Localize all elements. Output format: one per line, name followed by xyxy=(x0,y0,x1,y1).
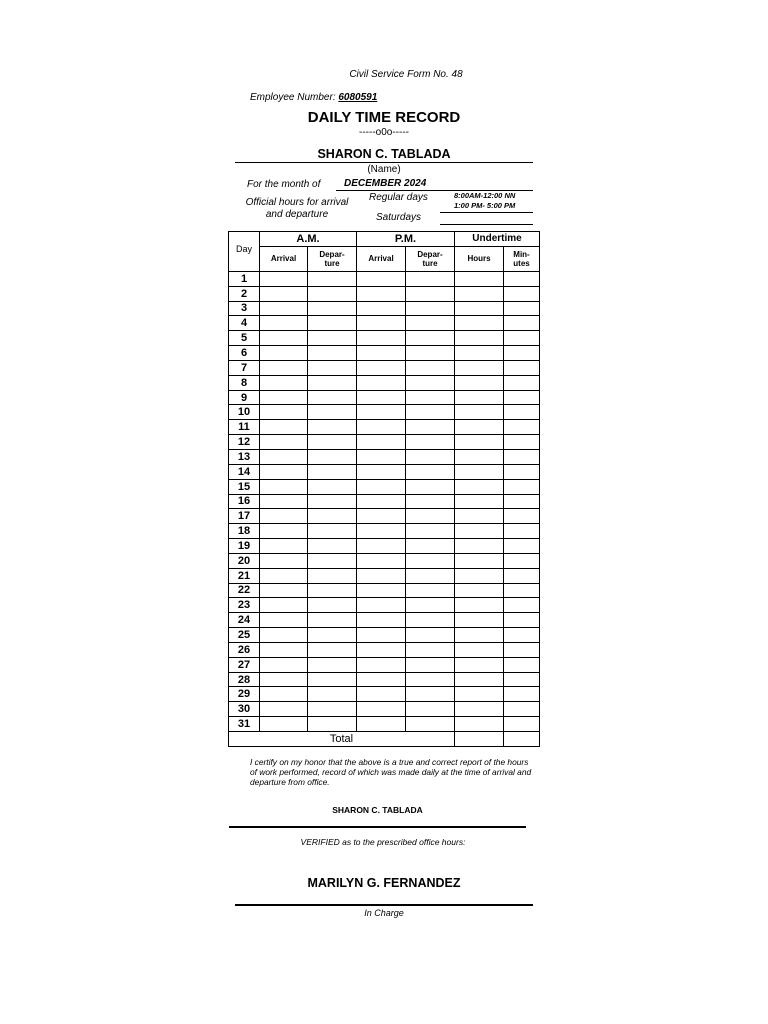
day-number: 30 xyxy=(229,702,260,717)
pm-departure-cell[interactable] xyxy=(406,524,455,539)
am-arrival-cell[interactable] xyxy=(260,553,308,568)
pm-departure-cell[interactable] xyxy=(406,420,455,435)
day-number: 1 xyxy=(229,271,260,286)
undertime-hours-cell[interactable] xyxy=(455,464,504,479)
am-departure-cell[interactable] xyxy=(308,642,357,657)
am-arrival-cell[interactable] xyxy=(260,568,308,583)
undertime-hours-cell[interactable] xyxy=(455,479,504,494)
am-arrival-cell[interactable] xyxy=(260,479,308,494)
am-departure-cell[interactable] xyxy=(308,687,357,702)
day-number: 13 xyxy=(229,449,260,464)
undertime-minutes-cell[interactable] xyxy=(504,375,540,390)
pm-arrival-cell[interactable] xyxy=(357,524,406,539)
pm-arrival-header: Arrival xyxy=(357,246,406,271)
pm-arrival-cell[interactable] xyxy=(357,479,406,494)
pm-departure-cell[interactable] xyxy=(406,509,455,524)
table-row xyxy=(229,316,540,331)
employee-name: SHARON C. TABLADA xyxy=(235,147,533,163)
am-departure-cell[interactable] xyxy=(308,672,357,687)
am-arrival-cell[interactable] xyxy=(260,657,308,672)
am-arrival-cell[interactable] xyxy=(260,539,308,554)
pm-departure-cell[interactable] xyxy=(406,375,455,390)
undertime-hours-cell[interactable] xyxy=(455,316,504,331)
undertime-minutes-cell[interactable] xyxy=(504,316,540,331)
am-arrival-cell[interactable] xyxy=(260,464,308,479)
am-arrival-cell[interactable] xyxy=(260,331,308,346)
am-arrival-cell[interactable] xyxy=(260,375,308,390)
certification-text: I certify on my honor that the above is a true and correct report of the hours of work performed, record of which was made daily at the time of arrival and departure from office. xyxy=(250,757,532,787)
day-number: 7 xyxy=(229,360,260,375)
day-number: 29 xyxy=(229,687,260,702)
in-charge-name: MARILYN G. FERNANDEZ xyxy=(307,876,461,890)
pm-arrival-cell[interactable] xyxy=(357,583,406,598)
pm-departure-cell[interactable] xyxy=(406,449,455,464)
undertime-hours-cell[interactable] xyxy=(455,702,504,717)
undertime-minutes-cell[interactable] xyxy=(504,360,540,375)
table-row xyxy=(229,672,540,687)
pm-departure-cell[interactable] xyxy=(406,464,455,479)
pm-departure-cell[interactable] xyxy=(406,717,455,732)
pm-departure-cell[interactable] xyxy=(406,286,455,301)
regular-hours-pm: 1:00 PM- 5:00 PM xyxy=(454,201,516,210)
table-row xyxy=(229,405,540,420)
day-number: 19 xyxy=(229,539,260,554)
undertime-hours-cell[interactable] xyxy=(455,598,504,613)
pm-departure-cell[interactable] xyxy=(406,301,455,316)
undertime-minutes-cell[interactable] xyxy=(504,286,540,301)
day-number: 20 xyxy=(229,553,260,568)
in-charge-label: In Charge xyxy=(364,908,404,918)
am-arrival-cell[interactable] xyxy=(260,286,308,301)
am-header: A.M. xyxy=(260,232,357,247)
page-title: DAILY TIME RECORD xyxy=(307,109,461,126)
pm-departure-cell[interactable] xyxy=(406,583,455,598)
verified-text: VERIFIED as to the prescribed office hours: xyxy=(300,837,466,847)
am-departure-cell[interactable] xyxy=(308,717,357,732)
am-departure-cell[interactable] xyxy=(308,657,357,672)
undertime-minutes-cell[interactable] xyxy=(504,420,540,435)
table-row xyxy=(229,628,540,643)
undertime-hours-cell[interactable] xyxy=(455,435,504,450)
am-arrival-cell[interactable] xyxy=(260,360,308,375)
am-departure-cell[interactable] xyxy=(308,494,357,509)
am-departure-cell[interactable] xyxy=(308,420,357,435)
pm-arrival-cell[interactable] xyxy=(357,375,406,390)
pm-departure-cell[interactable] xyxy=(406,642,455,657)
day-number: 8 xyxy=(229,375,260,390)
pm-departure-cell[interactable] xyxy=(406,613,455,628)
am-arrival-cell[interactable] xyxy=(260,509,308,524)
day-number: 24 xyxy=(229,613,260,628)
undertime-hours-cell[interactable] xyxy=(455,346,504,361)
undertime-minutes-cell[interactable] xyxy=(504,449,540,464)
name-caption: (Name) xyxy=(367,164,401,175)
pm-departure-cell[interactable] xyxy=(406,553,455,568)
am-arrival-cell[interactable] xyxy=(260,628,308,643)
undertime-minutes-cell[interactable] xyxy=(504,717,540,732)
day-number: 27 xyxy=(229,657,260,672)
undertime-minutes-cell[interactable] xyxy=(504,494,540,509)
undertime-minutes-cell[interactable] xyxy=(504,568,540,583)
pm-arrival-cell[interactable] xyxy=(357,420,406,435)
undertime-hours-header: Hours xyxy=(455,246,504,271)
pm-arrival-cell[interactable] xyxy=(357,346,406,361)
undertime-hours-cell[interactable] xyxy=(455,375,504,390)
am-arrival-cell[interactable] xyxy=(260,435,308,450)
table-row xyxy=(229,301,540,316)
day-number: 22 xyxy=(229,583,260,598)
pm-arrival-cell[interactable] xyxy=(357,702,406,717)
day-number: 3 xyxy=(229,301,260,316)
undertime-hours-cell[interactable] xyxy=(455,672,504,687)
pm-departure-cell[interactable] xyxy=(406,672,455,687)
table-row xyxy=(229,657,540,672)
employee-number-row xyxy=(250,92,377,103)
form-number: Civil Service Form No. 48 xyxy=(349,69,463,80)
am-departure-cell[interactable] xyxy=(308,479,357,494)
day-number: 9 xyxy=(229,390,260,405)
am-arrival-cell[interactable] xyxy=(260,420,308,435)
day-number: 21 xyxy=(229,568,260,583)
regular-days-label: Regular days xyxy=(369,192,428,203)
regular-hours-value xyxy=(440,191,533,213)
day-number: 23 xyxy=(229,598,260,613)
month-value: DECEMBER 2024 xyxy=(336,178,533,191)
undertime-minutes-cell[interactable] xyxy=(504,271,540,286)
pm-departure-header: Depar- ture xyxy=(406,246,455,271)
am-arrival-cell[interactable] xyxy=(260,524,308,539)
total-undertime-minutes[interactable] xyxy=(504,732,540,747)
am-departure-cell[interactable] xyxy=(308,509,357,524)
table-row xyxy=(229,568,540,583)
day-number: 31 xyxy=(229,717,260,732)
am-departure-cell[interactable] xyxy=(308,271,357,286)
undertime-minutes-cell[interactable] xyxy=(504,405,540,420)
employee-signature-name: SHARON C. TABLADA xyxy=(332,805,423,815)
undertime-minutes-cell[interactable] xyxy=(504,346,540,361)
undertime-hours-cell[interactable] xyxy=(455,449,504,464)
day-number: 2 xyxy=(229,286,260,301)
table-row xyxy=(229,360,540,375)
pm-arrival-cell[interactable] xyxy=(357,435,406,450)
am-departure-cell[interactable] xyxy=(308,628,357,643)
table-row xyxy=(229,420,540,435)
undertime-hours-cell[interactable] xyxy=(455,271,504,286)
pm-arrival-cell[interactable] xyxy=(357,657,406,672)
undertime-hours-cell[interactable] xyxy=(455,553,504,568)
am-departure-cell[interactable] xyxy=(308,702,357,717)
pm-departure-cell[interactable] xyxy=(406,405,455,420)
table-row xyxy=(229,642,540,657)
undertime-minutes-cell[interactable] xyxy=(504,524,540,539)
undertime-minutes-cell[interactable] xyxy=(504,464,540,479)
saturdays-label: Saturdays xyxy=(376,212,422,223)
undertime-minutes-cell[interactable] xyxy=(504,390,540,405)
table-row xyxy=(229,553,540,568)
day-number: 5 xyxy=(229,331,260,346)
am-departure-cell[interactable] xyxy=(308,316,357,331)
undertime-minutes-cell[interactable] xyxy=(504,301,540,316)
am-departure-cell[interactable] xyxy=(308,301,357,316)
saturdays-line xyxy=(440,224,533,225)
undertime-minutes-cell[interactable] xyxy=(504,687,540,702)
total-label: Total xyxy=(229,732,455,747)
pm-arrival-cell[interactable] xyxy=(357,449,406,464)
pm-arrival-cell[interactable] xyxy=(357,613,406,628)
pm-arrival-cell[interactable] xyxy=(357,494,406,509)
undertime-minutes-cell[interactable] xyxy=(504,539,540,554)
table-row xyxy=(229,524,540,539)
day-number: 10 xyxy=(229,405,260,420)
undertime-hours-cell[interactable] xyxy=(455,613,504,628)
day-number: 4 xyxy=(229,316,260,331)
pm-arrival-cell[interactable] xyxy=(357,331,406,346)
undertime-hours-cell[interactable] xyxy=(455,657,504,672)
am-arrival-cell[interactable] xyxy=(260,598,308,613)
am-departure-cell[interactable] xyxy=(308,464,357,479)
table-row xyxy=(229,598,540,613)
official-hours-label: Official hours for arrival and departure xyxy=(245,197,349,220)
undertime-hours-cell[interactable] xyxy=(455,301,504,316)
undertime-hours-cell[interactable] xyxy=(455,509,504,524)
am-arrival-cell[interactable] xyxy=(260,494,308,509)
undertime-minutes-cell[interactable] xyxy=(504,509,540,524)
am-departure-cell[interactable] xyxy=(308,331,357,346)
table-row xyxy=(229,449,540,464)
day-number: 15 xyxy=(229,479,260,494)
undertime-minutes-cell[interactable] xyxy=(504,435,540,450)
table-row xyxy=(229,464,540,479)
pm-departure-cell[interactable] xyxy=(406,598,455,613)
undertime-hours-cell[interactable] xyxy=(455,405,504,420)
table-row xyxy=(229,583,540,598)
table-row xyxy=(229,539,540,554)
pm-departure-cell[interactable] xyxy=(406,494,455,509)
pm-header: P.M. xyxy=(357,232,455,247)
undertime-hours-cell[interactable] xyxy=(455,360,504,375)
pm-arrival-cell[interactable] xyxy=(357,464,406,479)
am-departure-cell[interactable] xyxy=(308,405,357,420)
undertime-minutes-cell[interactable] xyxy=(504,672,540,687)
undertime-hours-cell[interactable] xyxy=(455,642,504,657)
undertime-minutes-cell[interactable] xyxy=(504,598,540,613)
am-departure-cell[interactable] xyxy=(308,539,357,554)
pm-departure-cell[interactable] xyxy=(406,628,455,643)
table-row xyxy=(229,375,540,390)
undertime-hours-cell[interactable] xyxy=(455,286,504,301)
pm-departure-cell[interactable] xyxy=(406,271,455,286)
in-charge-signature-line xyxy=(235,904,533,906)
pm-arrival-cell[interactable] xyxy=(357,717,406,732)
am-arrival-cell[interactable] xyxy=(260,717,308,732)
table-row xyxy=(229,702,540,717)
pm-departure-cell[interactable] xyxy=(406,360,455,375)
undertime-minutes-cell[interactable] xyxy=(504,702,540,717)
employee-signature-line xyxy=(229,826,526,828)
am-arrival-header: Arrival xyxy=(260,246,308,271)
pm-arrival-cell[interactable] xyxy=(357,539,406,554)
employee-number-label: Employee Number: xyxy=(250,92,336,103)
table-row xyxy=(229,479,540,494)
am-arrival-cell[interactable] xyxy=(260,271,308,286)
table-row xyxy=(229,687,540,702)
am-departure-header: Depar- ture xyxy=(308,246,357,271)
pm-arrival-cell[interactable] xyxy=(357,271,406,286)
pm-departure-cell[interactable] xyxy=(406,331,455,346)
pm-arrival-cell[interactable] xyxy=(357,568,406,583)
undertime-minutes-cell[interactable] xyxy=(504,628,540,643)
day-number: 11 xyxy=(229,420,260,435)
table-row xyxy=(229,346,540,361)
table-row xyxy=(229,613,540,628)
day-number: 18 xyxy=(229,524,260,539)
undertime-hours-cell[interactable] xyxy=(455,568,504,583)
day-number: 25 xyxy=(229,628,260,643)
month-label: For the month of xyxy=(247,179,321,190)
pm-arrival-cell[interactable] xyxy=(357,687,406,702)
table-row xyxy=(229,509,540,524)
am-departure-cell[interactable] xyxy=(308,390,357,405)
table-row xyxy=(229,494,540,509)
undertime-hours-cell[interactable] xyxy=(455,390,504,405)
undertime-hours-cell[interactable] xyxy=(455,717,504,732)
pm-departure-cell[interactable] xyxy=(406,702,455,717)
pm-arrival-cell[interactable] xyxy=(357,509,406,524)
am-departure-cell[interactable] xyxy=(308,613,357,628)
undertime-hours-cell[interactable] xyxy=(455,628,504,643)
undertime-minutes-cell[interactable] xyxy=(504,642,540,657)
undertime-hours-cell[interactable] xyxy=(455,420,504,435)
am-departure-cell[interactable] xyxy=(308,435,357,450)
undertime-minutes-cell[interactable] xyxy=(504,613,540,628)
pm-departure-cell[interactable] xyxy=(406,346,455,361)
day-number: 17 xyxy=(229,509,260,524)
am-departure-cell[interactable] xyxy=(308,449,357,464)
undertime-hours-cell[interactable] xyxy=(455,494,504,509)
am-departure-cell[interactable] xyxy=(308,553,357,568)
day-number: 26 xyxy=(229,642,260,657)
pm-arrival-cell[interactable] xyxy=(357,553,406,568)
day-number: 14 xyxy=(229,464,260,479)
pm-departure-cell[interactable] xyxy=(406,390,455,405)
am-arrival-cell[interactable] xyxy=(260,449,308,464)
am-arrival-cell[interactable] xyxy=(260,346,308,361)
am-departure-cell[interactable] xyxy=(308,583,357,598)
undertime-minutes-cell[interactable] xyxy=(504,657,540,672)
undertime-minutes-cell[interactable] xyxy=(504,553,540,568)
table-row xyxy=(229,717,540,732)
am-arrival-cell[interactable] xyxy=(260,687,308,702)
am-arrival-cell[interactable] xyxy=(260,642,308,657)
am-departure-cell[interactable] xyxy=(308,598,357,613)
pm-arrival-cell[interactable] xyxy=(357,642,406,657)
day-number: 12 xyxy=(229,435,260,450)
undertime-minutes-cell[interactable] xyxy=(504,583,540,598)
title-ornament: -----o0o----- xyxy=(359,127,409,138)
am-arrival-cell[interactable] xyxy=(260,390,308,405)
pm-arrival-cell[interactable] xyxy=(357,316,406,331)
pm-departure-cell[interactable] xyxy=(406,479,455,494)
undertime-minutes-header: Min- utes xyxy=(504,246,540,271)
am-arrival-cell[interactable] xyxy=(260,405,308,420)
am-departure-cell[interactable] xyxy=(308,346,357,361)
undertime-header: Undertime xyxy=(455,232,540,247)
am-arrival-cell[interactable] xyxy=(260,672,308,687)
table-row xyxy=(229,390,540,405)
am-departure-cell[interactable] xyxy=(308,360,357,375)
table-row xyxy=(229,435,540,450)
pm-arrival-cell[interactable] xyxy=(357,598,406,613)
total-row xyxy=(229,732,540,747)
table-row xyxy=(229,286,540,301)
day-number: 28 xyxy=(229,672,260,687)
am-arrival-cell[interactable] xyxy=(260,583,308,598)
regular-hours-am: 8:00AM-12:00 NN xyxy=(454,191,516,200)
day-number: 6 xyxy=(229,346,260,361)
pm-arrival-cell[interactable] xyxy=(357,301,406,316)
pm-departure-cell[interactable] xyxy=(406,435,455,450)
am-departure-cell[interactable] xyxy=(308,375,357,390)
table-row xyxy=(229,271,540,286)
pm-arrival-cell[interactable] xyxy=(357,390,406,405)
pm-arrival-cell[interactable] xyxy=(357,672,406,687)
pm-departure-cell[interactable] xyxy=(406,568,455,583)
undertime-hours-cell[interactable] xyxy=(455,583,504,598)
am-arrival-cell[interactable] xyxy=(260,316,308,331)
undertime-hours-cell[interactable] xyxy=(455,331,504,346)
total-undertime-hours[interactable] xyxy=(455,732,504,747)
day-header: Day xyxy=(229,232,260,272)
undertime-minutes-cell[interactable] xyxy=(504,479,540,494)
day-number: 16 xyxy=(229,494,260,509)
am-departure-cell[interactable] xyxy=(308,524,357,539)
employee-number-value: 6080591 xyxy=(338,92,378,103)
pm-departure-cell[interactable] xyxy=(406,316,455,331)
undertime-hours-cell[interactable] xyxy=(455,687,504,702)
pm-departure-cell[interactable] xyxy=(406,687,455,702)
undertime-hours-cell[interactable] xyxy=(455,524,504,539)
am-departure-cell[interactable] xyxy=(308,568,357,583)
am-arrival-cell[interactable] xyxy=(260,702,308,717)
undertime-minutes-cell[interactable] xyxy=(504,331,540,346)
pm-arrival-cell[interactable] xyxy=(357,286,406,301)
time-record-table xyxy=(228,231,540,747)
pm-arrival-cell[interactable] xyxy=(357,360,406,375)
am-arrival-cell[interactable] xyxy=(260,613,308,628)
table-row xyxy=(229,331,540,346)
pm-departure-cell[interactable] xyxy=(406,657,455,672)
undertime-hours-cell[interactable] xyxy=(455,539,504,554)
am-arrival-cell[interactable] xyxy=(260,301,308,316)
pm-arrival-cell[interactable] xyxy=(357,628,406,643)
pm-arrival-cell[interactable] xyxy=(357,405,406,420)
am-departure-cell[interactable] xyxy=(308,286,357,301)
pm-departure-cell[interactable] xyxy=(406,539,455,554)
